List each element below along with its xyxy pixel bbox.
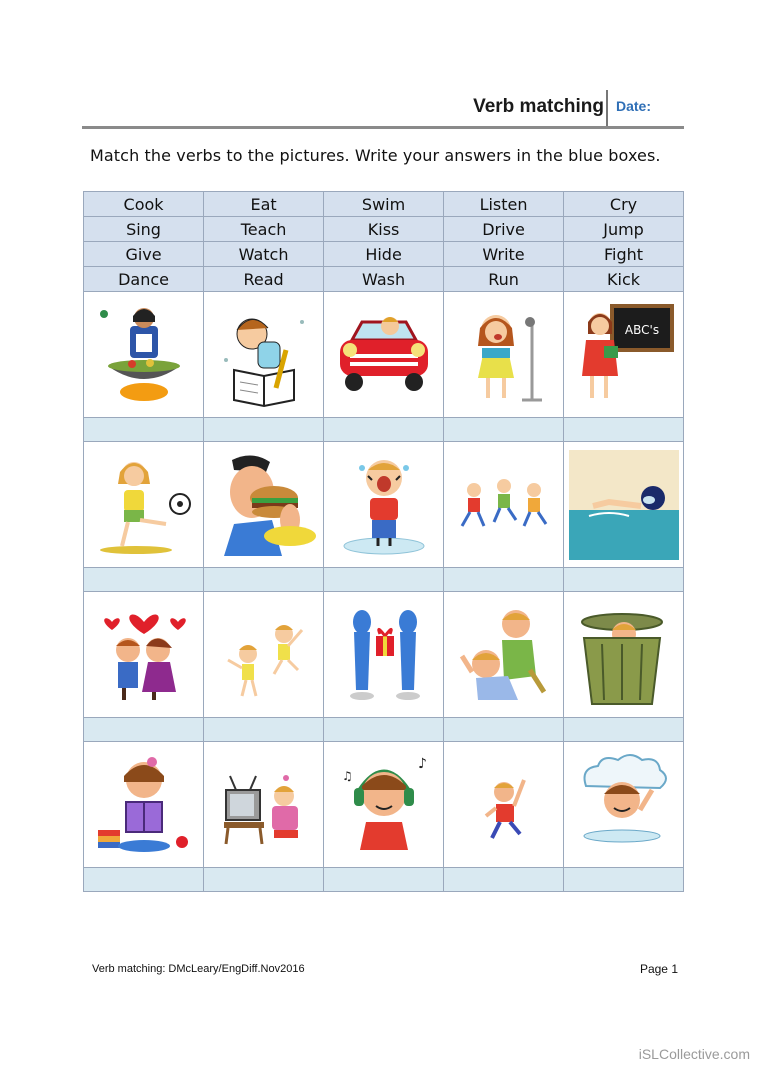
answer-box[interactable] xyxy=(84,868,204,892)
kiss-picture xyxy=(92,600,196,710)
picture-cell xyxy=(324,592,444,718)
picture-cell xyxy=(324,292,444,418)
picture-cell xyxy=(84,442,204,568)
picture-cell xyxy=(84,742,204,868)
svg-text:♪: ♪ xyxy=(417,755,427,772)
picture-cell xyxy=(444,592,564,718)
write-picture xyxy=(212,300,316,410)
verb-cell: Jump xyxy=(564,217,684,242)
answer-box[interactable] xyxy=(324,718,444,742)
answer-box[interactable] xyxy=(204,868,324,892)
verb-cell: Hide xyxy=(324,242,444,267)
answer-row xyxy=(84,718,684,742)
verb-cell: Listen xyxy=(444,192,564,217)
header-rule xyxy=(82,126,684,129)
picture-cell xyxy=(324,742,444,868)
picture-cell xyxy=(564,442,684,568)
worksheet-title: Verb matching xyxy=(473,96,604,117)
verb-cell: Drive xyxy=(444,217,564,242)
answer-box[interactable] xyxy=(84,418,204,442)
answer-box[interactable] xyxy=(324,568,444,592)
verb-cell: Kick xyxy=(564,267,684,292)
watermark: iSLCollective.com xyxy=(638,1046,750,1062)
verb-row xyxy=(84,192,684,217)
jump-picture xyxy=(452,750,556,860)
wash-picture xyxy=(572,750,676,860)
answer-box[interactable] xyxy=(204,418,324,442)
answer-box[interactable] xyxy=(324,868,444,892)
verb-cell: Teach xyxy=(204,217,324,242)
answer-box[interactable] xyxy=(324,418,444,442)
picture-cell xyxy=(204,292,324,418)
read-picture xyxy=(92,750,196,860)
svg-text:ABC's: ABC's xyxy=(624,322,659,337)
verb-cell: Kiss xyxy=(324,217,444,242)
answer-box[interactable] xyxy=(444,718,564,742)
svg-text:♫: ♫ xyxy=(341,768,353,783)
picture-row xyxy=(84,442,684,568)
verb-row xyxy=(84,267,684,292)
verb-cell: Give xyxy=(84,242,204,267)
verb-cell: Write xyxy=(444,242,564,267)
sing-picture xyxy=(452,300,556,410)
verb-cell: Fight xyxy=(564,242,684,267)
date-label: Date: xyxy=(616,98,652,114)
verb-table xyxy=(83,191,684,292)
picture-cell xyxy=(444,442,564,568)
fight-picture xyxy=(452,600,556,710)
verb-cell: Read xyxy=(204,267,324,292)
answer-box[interactable] xyxy=(444,568,564,592)
verb-cell: Eat xyxy=(204,192,324,217)
answer-box[interactable] xyxy=(564,718,684,742)
dance-picture xyxy=(212,600,316,710)
verb-cell: Cry xyxy=(564,192,684,217)
answer-box[interactable] xyxy=(564,868,684,892)
picture-grid xyxy=(83,291,684,892)
page-number: Page 1 xyxy=(639,962,678,976)
answer-box[interactable] xyxy=(84,568,204,592)
watch-picture xyxy=(212,750,316,860)
verb-cell: Run xyxy=(444,267,564,292)
answer-row xyxy=(84,868,684,892)
instructions: Match the verbs to the pictures. Write your answers in the blue boxes. xyxy=(90,146,661,165)
picture-row xyxy=(84,742,684,868)
verb-row xyxy=(84,217,684,242)
teach-picture xyxy=(572,300,676,410)
picture-cell xyxy=(204,442,324,568)
header xyxy=(82,88,684,128)
answer-box[interactable] xyxy=(444,418,564,442)
verb-cell: Swim xyxy=(324,192,444,217)
picture-cell xyxy=(564,742,684,868)
header-divider xyxy=(606,90,608,126)
picture-cell xyxy=(84,292,204,418)
picture-cell xyxy=(84,592,204,718)
run-picture xyxy=(452,450,556,560)
cry-picture xyxy=(332,450,436,560)
verb-cell: Cook xyxy=(84,192,204,217)
drive-picture xyxy=(332,300,436,410)
picture-cell xyxy=(444,292,564,418)
verb-cell: Sing xyxy=(84,217,204,242)
picture-cell xyxy=(204,592,324,718)
answer-row xyxy=(84,418,684,442)
answer-box[interactable] xyxy=(84,718,204,742)
picture-cell xyxy=(564,592,684,718)
picture-row xyxy=(84,292,684,418)
cook-picture xyxy=(92,300,196,410)
listen-picture xyxy=(332,750,436,860)
verb-cell: Dance xyxy=(84,267,204,292)
kick-picture xyxy=(92,450,196,560)
picture-cell xyxy=(324,442,444,568)
answer-row xyxy=(84,568,684,592)
answer-box[interactable] xyxy=(564,418,684,442)
picture-row xyxy=(84,592,684,718)
verb-cell: Watch xyxy=(204,242,324,267)
answer-box[interactable] xyxy=(444,868,564,892)
verb-cell: Wash xyxy=(324,267,444,292)
footer-credit: Verb matching: DMcLeary/EngDiff.Nov2016 xyxy=(92,963,305,975)
answer-box[interactable] xyxy=(204,568,324,592)
answer-box[interactable] xyxy=(204,718,324,742)
verb-row xyxy=(84,242,684,267)
give-picture xyxy=(332,600,436,710)
picture-cell xyxy=(204,742,324,868)
swim-picture xyxy=(569,450,679,560)
hide-picture xyxy=(572,600,676,710)
picture-cell xyxy=(564,292,684,418)
answer-box[interactable] xyxy=(564,568,684,592)
eat-picture xyxy=(212,450,316,560)
picture-cell xyxy=(444,742,564,868)
